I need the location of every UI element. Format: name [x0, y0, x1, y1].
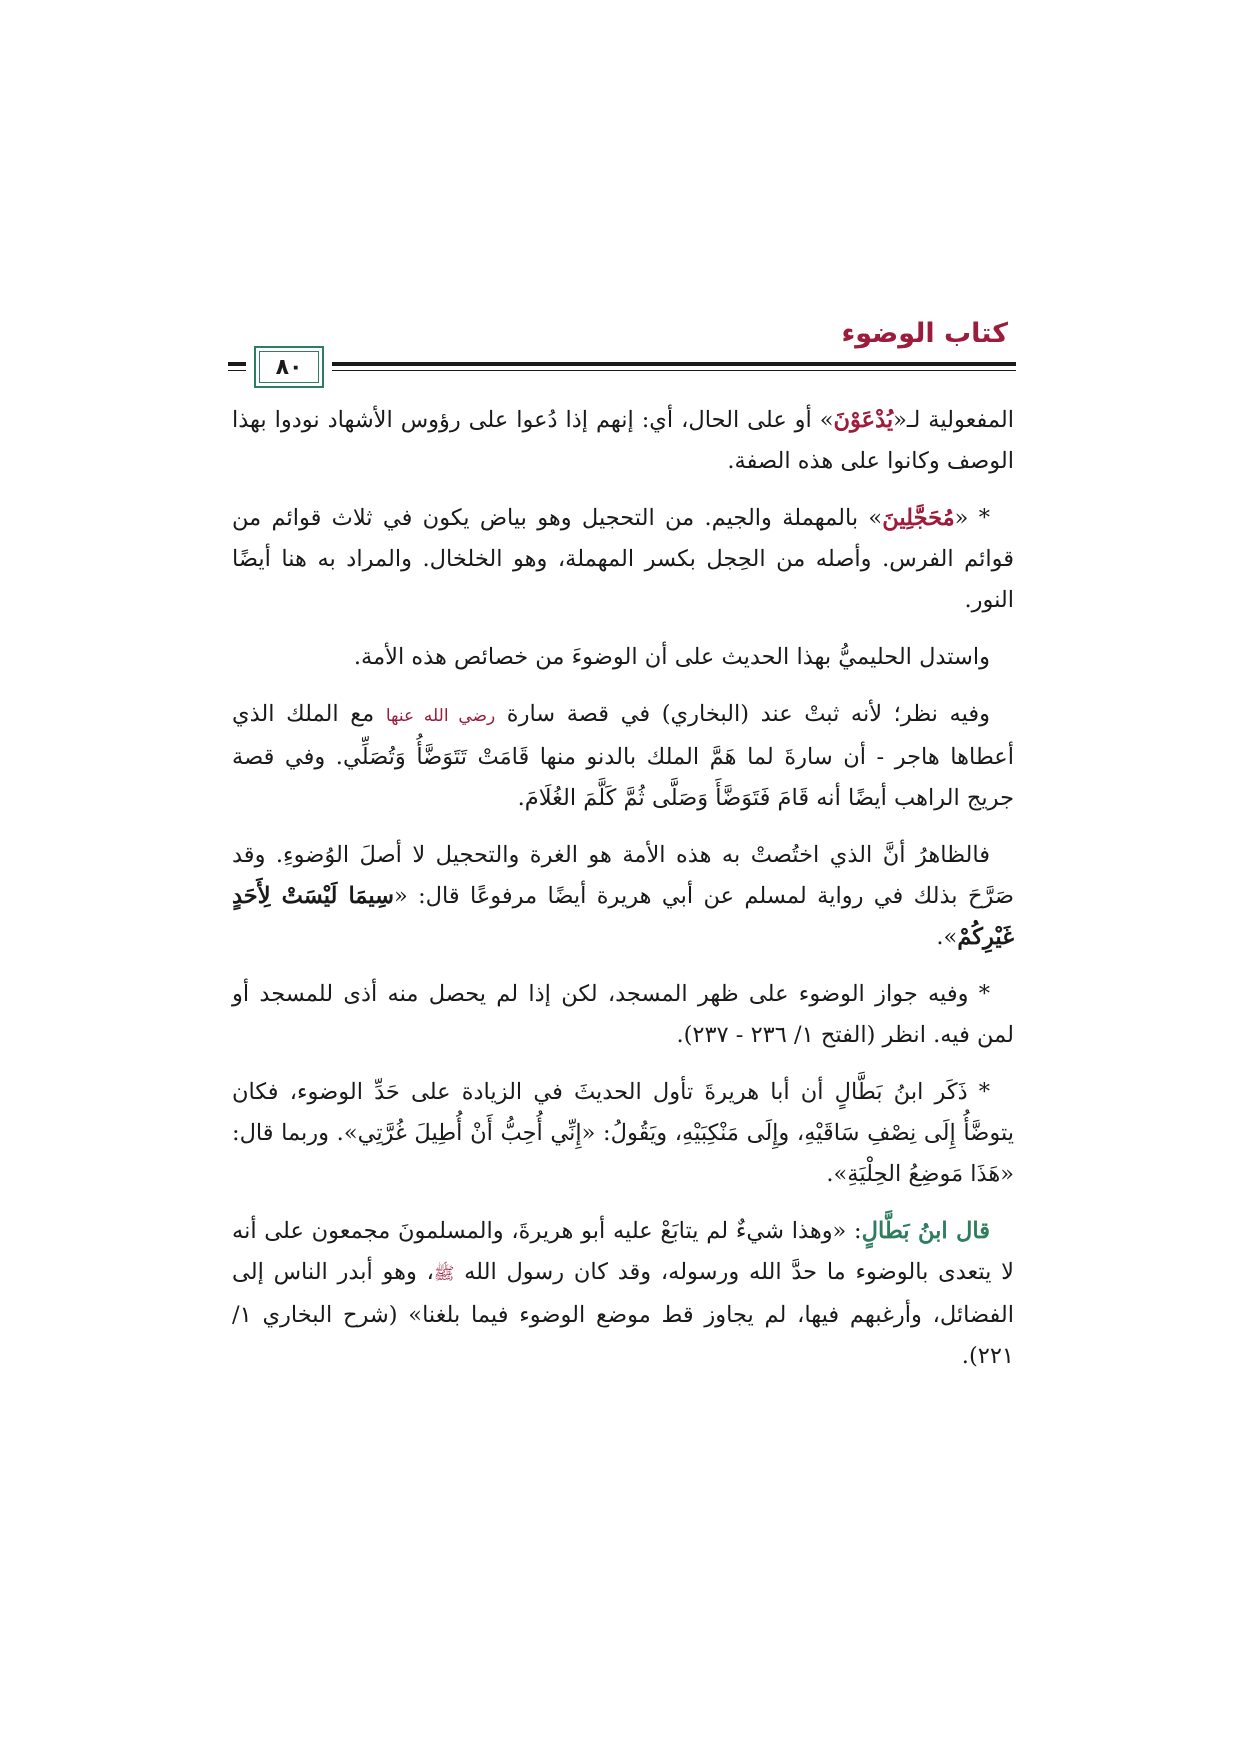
paragraph-8 — [232, 1211, 1014, 1377]
hadith-quote: سِيمَا لَيْسَتْ لِأَحَدٍ غَيْرِكُمْ — [232, 883, 1014, 950]
page-header — [228, 318, 1016, 384]
text-span: مع الملك الذي أعطاها هاجر - أن سارةَ لما هَمَّ الملك بالدنو منها قَامَتْ تَتَوَضَّأُ وَتُصَلِّي. وفي قصة جريج الراهب أيضًا أنه قَامَ فَتَوَضَّأَ وَصَلَّى ثُمَّ كَلَّمَ الغُلَامَ. — [232, 701, 1014, 811]
text-span: : «وهذا شيءٌ لم يتابَعْ عليه أبو هريرةَ، والمسلمونَ مجمعون على أنه لا يتعدى بالوضوء ما حدَّ الله ورسوله، وقد كان رسول الله — [232, 1218, 1014, 1285]
text-span: ، وهو أبدر الناس إلى الفضائل، وأرغبهم فيها، لم يجاوز قط موضع الوضوء فيما بلغنا» (شرح البخاري ١/ ٢٢١). — [232, 1259, 1014, 1369]
header-rule-top — [228, 362, 1016, 366]
text-span: فالظاهرُ أنَّ الذي اختُصتْ به هذه الأمة هو الغرة والتحجيل لا أصلَ الوُضوءِ. وقد صَرَّحَ بذلك في رواية لمسلم عن أبي هريرة أيضًا مرفوعًا قال: « — [232, 842, 1014, 909]
text-span: » بالمهملة والجيم. من التحجيل وهو بياض يكون في ثلاث قوائم من قوائم الفرس. وأصله من الحِجل بكسر المهملة، وهو الخلخال. والمراد به هنا أيضًا النور. — [232, 505, 1014, 613]
text-span: وفيه نظر؛ لأنه ثبتْ عند (البخاري) في قصة سارة — [495, 701, 990, 727]
page-body — [232, 400, 1014, 1393]
honorific-glyph: ﷺ — [433, 1264, 455, 1284]
text-span: * « — [954, 505, 991, 531]
paragraph-1 — [232, 400, 1014, 482]
paragraph-2 — [232, 498, 1014, 621]
paragraph-5 — [232, 835, 1014, 958]
book-title: كتاب الوضوء — [841, 318, 1008, 349]
source-name: قال ابنُ بَطَّالٍ — [861, 1218, 990, 1244]
quoted-term: يُدْعَوْنَ — [833, 407, 894, 433]
page-number: ٨٠ — [275, 354, 303, 380]
paragraph-4 — [232, 694, 1014, 819]
paragraph-3: واستدل الحليميُّ بهذا الحديث على أن الوضوءَ من خصائص هذه الأمة. — [353, 644, 990, 670]
honorific-glyph: رضي الله عنها — [385, 706, 496, 726]
page-number-badge — [254, 346, 324, 388]
quoted-term: مُحَجَّلِينَ — [882, 505, 955, 531]
paragraph-6: * وفيه جواز الوضوء على ظهر المسجد، لكن إذا لم يحصل منه أذى للمسجد أو لمن فيه. انظر (الفتح ١/ ٢٣٦ - ٢٣٧). — [232, 981, 1014, 1048]
paragraph-7: * ذَكَر ابنُ بَطَّالٍ أن أبا هريرةَ تأول الحديثَ في الزيادة على حَدِّ الوضوء، فكان يتوضَّأُ إِلَى نِصْفِ سَاقَيْهِ، وإِلَى مَنْكِبَيْهِ، ويَقُولُ: «إِنِّي أُحِبُّ أَنْ أُطِيلَ غُرَّتِي». وربما قال: «هَذَا مَوضِعُ الحِلْيَةِ». — [232, 1079, 1014, 1187]
header-rule-bottom — [228, 370, 1016, 371]
text-span: المفعولية لـ« — [893, 407, 1014, 433]
text-span: » أو على الحال، أي: إنهم إذا دُعوا على رؤوس الأشهاد نودوا بهذا الوصف وكانوا على هذه الصفة. — [232, 407, 1014, 474]
text-span: ». — [936, 924, 958, 950]
